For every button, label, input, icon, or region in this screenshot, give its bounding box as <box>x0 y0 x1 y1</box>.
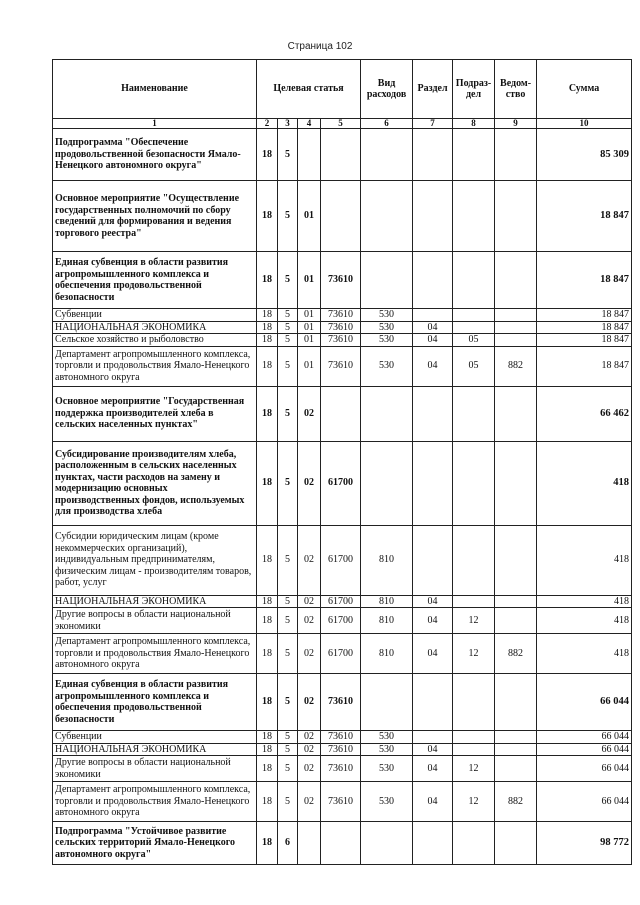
table-row <box>53 346 632 386</box>
cell-sum: 18 847 <box>537 252 632 309</box>
cell-c5: 73610 <box>321 782 361 822</box>
cell-sum: 66 044 <box>537 756 632 782</box>
cell-vid <box>361 252 413 309</box>
header-summa: Сумма <box>537 60 632 119</box>
cell-c4: 01 <box>298 309 321 322</box>
cell-razdel <box>413 731 453 744</box>
cell-c5 <box>321 129 361 181</box>
cell-c5: 73610 <box>321 321 361 334</box>
cell-c3: 5 <box>278 252 298 309</box>
table-row <box>53 252 632 309</box>
cell-c3: 5 <box>278 674 298 731</box>
table-row <box>53 822 632 865</box>
row-name: НАЦИОНАЛЬНАЯ ЭКОНОМИКА <box>53 595 257 608</box>
cell-podrazdel <box>453 822 495 865</box>
cell-razdel <box>413 252 453 309</box>
cell-c4: 02 <box>298 782 321 822</box>
cell-podrazdel: 05 <box>453 334 495 347</box>
cell-c4: 01 <box>298 181 321 252</box>
cell-c3: 5 <box>278 595 298 608</box>
row-name: Другие вопросы в области национальной экономики <box>53 756 257 782</box>
cell-c5: 61700 <box>321 441 361 525</box>
header-vedomstvo: Ведом-ство <box>495 60 537 119</box>
cell-podrazdel <box>453 309 495 322</box>
cell-sum: 66 044 <box>537 674 632 731</box>
table-row <box>53 441 632 525</box>
cell-vedomstvo <box>495 608 537 634</box>
cell-sum: 18 847 <box>537 346 632 386</box>
cell-c2: 18 <box>257 321 278 334</box>
cell-podrazdel <box>453 595 495 608</box>
cell-c5: 61700 <box>321 634 361 674</box>
cell-vedomstvo <box>495 334 537 347</box>
cell-c4: 02 <box>298 756 321 782</box>
header-podrazdel: Подраз-дел <box>453 60 495 119</box>
cell-vedomstvo <box>495 731 537 744</box>
table-body <box>53 129 632 865</box>
budget-table <box>52 59 632 865</box>
col-number: 6 <box>361 119 413 129</box>
cell-podrazdel <box>453 441 495 525</box>
cell-c5: 61700 <box>321 525 361 595</box>
cell-vid <box>361 181 413 252</box>
cell-vedomstvo: 882 <box>495 782 537 822</box>
cell-c2: 18 <box>257 525 278 595</box>
cell-c3: 5 <box>278 634 298 674</box>
table-row <box>53 321 632 334</box>
cell-c4: 02 <box>298 608 321 634</box>
cell-vedomstvo <box>495 822 537 865</box>
cell-c3: 5 <box>278 129 298 181</box>
cell-c5: 73610 <box>321 674 361 731</box>
cell-podrazdel <box>453 743 495 756</box>
cell-vedomstvo <box>495 441 537 525</box>
col-number: 2 <box>257 119 278 129</box>
cell-c2: 18 <box>257 608 278 634</box>
cell-vid <box>361 386 413 441</box>
row-name: Департамент агропромышленного комплекса, торговли и продовольствия Ямало-Ненецкого автономного округа <box>53 346 257 386</box>
cell-sum: 66 044 <box>537 731 632 744</box>
cell-c4: 01 <box>298 346 321 386</box>
cell-c2: 18 <box>257 129 278 181</box>
cell-podrazdel <box>453 525 495 595</box>
cell-vid: 530 <box>361 782 413 822</box>
cell-vid: 530 <box>361 731 413 744</box>
header-vid: Вид расходов <box>361 60 413 119</box>
col-number: 1 <box>53 119 257 129</box>
cell-sum: 66 044 <box>537 782 632 822</box>
cell-c2: 18 <box>257 634 278 674</box>
header-target: Целевая статья <box>257 60 361 119</box>
cell-c4 <box>298 822 321 865</box>
table-row <box>53 634 632 674</box>
header-row <box>53 60 632 119</box>
cell-sum: 418 <box>537 525 632 595</box>
cell-sum: 66 044 <box>537 743 632 756</box>
cell-c3: 5 <box>278 321 298 334</box>
cell-c5: 73610 <box>321 334 361 347</box>
cell-c4: 02 <box>298 386 321 441</box>
cell-c5: 73610 <box>321 731 361 744</box>
cell-c5 <box>321 822 361 865</box>
cell-c2: 18 <box>257 334 278 347</box>
cell-vid: 530 <box>361 346 413 386</box>
cell-razdel <box>413 309 453 322</box>
cell-vedomstvo <box>495 129 537 181</box>
cell-sum: 418 <box>537 608 632 634</box>
cell-podrazdel: 12 <box>453 782 495 822</box>
cell-podrazdel <box>453 731 495 744</box>
table-row <box>53 743 632 756</box>
table-row <box>53 525 632 595</box>
col-number: 4 <box>298 119 321 129</box>
cell-sum: 418 <box>537 595 632 608</box>
cell-sum: 85 309 <box>537 129 632 181</box>
cell-c2: 18 <box>257 822 278 865</box>
cell-c4 <box>298 129 321 181</box>
row-name: НАЦИОНАЛЬНАЯ ЭКОНОМИКА <box>53 743 257 756</box>
cell-podrazdel <box>453 386 495 441</box>
cell-vid: 530 <box>361 309 413 322</box>
cell-c3: 6 <box>278 822 298 865</box>
cell-sum: 18 847 <box>537 181 632 252</box>
cell-sum: 98 772 <box>537 822 632 865</box>
row-name: НАЦИОНАЛЬНАЯ ЭКОНОМИКА <box>53 321 257 334</box>
cell-c4: 02 <box>298 634 321 674</box>
header-razdel: Раздел <box>413 60 453 119</box>
cell-c5: 61700 <box>321 608 361 634</box>
col-number: 8 <box>453 119 495 129</box>
cell-podrazdel: 12 <box>453 634 495 674</box>
cell-c3: 5 <box>278 782 298 822</box>
cell-podrazdel <box>453 674 495 731</box>
cell-vid <box>361 822 413 865</box>
cell-razdel <box>413 129 453 181</box>
cell-vid: 530 <box>361 321 413 334</box>
col-number: 10 <box>537 119 632 129</box>
cell-vedomstvo: 882 <box>495 346 537 386</box>
cell-c2: 18 <box>257 595 278 608</box>
cell-razdel <box>413 525 453 595</box>
row-name: Субсидирование производителям хлеба, расположенным в сельских населенных пунктах, части расходов на замену и модернизацию основных производственных фондов, используемых для производства хлеба <box>53 441 257 525</box>
cell-c5: 73610 <box>321 743 361 756</box>
cell-sum: 66 462 <box>537 386 632 441</box>
cell-vid: 810 <box>361 634 413 674</box>
cell-vid: 530 <box>361 334 413 347</box>
cell-sum: 18 847 <box>537 334 632 347</box>
cell-vedomstvo: 882 <box>495 634 537 674</box>
cell-c4: 02 <box>298 743 321 756</box>
cell-c2: 18 <box>257 441 278 525</box>
column-number-row <box>53 119 632 129</box>
cell-c3: 5 <box>278 525 298 595</box>
cell-razdel: 04 <box>413 634 453 674</box>
row-name: Департамент агропромышленного комплекса, торговли и продовольствия Ямало-Ненецкого автономного округа <box>53 782 257 822</box>
cell-podrazdel <box>453 129 495 181</box>
cell-razdel <box>413 181 453 252</box>
cell-c2: 18 <box>257 674 278 731</box>
cell-razdel: 04 <box>413 608 453 634</box>
cell-c3: 5 <box>278 181 298 252</box>
cell-c2: 18 <box>257 386 278 441</box>
table-row <box>53 731 632 744</box>
row-name: Департамент агропромышленного комплекса, торговли и продовольствия Ямало-Ненецкого автономного округа <box>53 634 257 674</box>
cell-razdel: 04 <box>413 346 453 386</box>
cell-razdel: 04 <box>413 334 453 347</box>
cell-vid: 810 <box>361 595 413 608</box>
table-row <box>53 181 632 252</box>
cell-vedomstvo <box>495 743 537 756</box>
row-name: Основное мероприятие "Государственная поддержка производителей хлеба в сельских населенных пунктах" <box>53 386 257 441</box>
col-number: 9 <box>495 119 537 129</box>
cell-vedomstvo <box>495 756 537 782</box>
cell-c2: 18 <box>257 181 278 252</box>
cell-vedomstvo <box>495 309 537 322</box>
cell-c5: 61700 <box>321 595 361 608</box>
cell-vid <box>361 441 413 525</box>
table-row <box>53 782 632 822</box>
table-row <box>53 129 632 181</box>
cell-c3: 5 <box>278 334 298 347</box>
cell-podrazdel <box>453 252 495 309</box>
cell-c4: 02 <box>298 525 321 595</box>
cell-c2: 18 <box>257 782 278 822</box>
cell-vedomstvo <box>495 525 537 595</box>
header-name: Наименование <box>53 60 257 119</box>
cell-razdel <box>413 386 453 441</box>
cell-c2: 18 <box>257 252 278 309</box>
cell-c5: 73610 <box>321 346 361 386</box>
cell-sum: 418 <box>537 441 632 525</box>
cell-c4: 01 <box>298 334 321 347</box>
row-name: Подпрограмма "Устойчивое развитие сельских территорий Ямало-Ненецкого автономного округа" <box>53 822 257 865</box>
row-name: Субвенции <box>53 309 257 322</box>
col-number: 7 <box>413 119 453 129</box>
cell-podrazdel: 12 <box>453 756 495 782</box>
cell-c3: 5 <box>278 608 298 634</box>
cell-vid <box>361 129 413 181</box>
row-name: Подпрограмма "Обеспечение продовольственной безопасности Ямало-Ненецкого автономного округа" <box>53 129 257 181</box>
cell-c2: 18 <box>257 346 278 386</box>
cell-razdel <box>413 822 453 865</box>
cell-c5: 73610 <box>321 756 361 782</box>
cell-vid: 810 <box>361 525 413 595</box>
cell-c5: 73610 <box>321 309 361 322</box>
cell-vedomstvo <box>495 595 537 608</box>
cell-podrazdel: 12 <box>453 608 495 634</box>
cell-c5: 73610 <box>321 252 361 309</box>
cell-razdel: 04 <box>413 782 453 822</box>
cell-razdel: 04 <box>413 743 453 756</box>
page-number: Страница 102 <box>287 41 353 52</box>
cell-razdel <box>413 674 453 731</box>
cell-podrazdel <box>453 321 495 334</box>
cell-c2: 18 <box>257 756 278 782</box>
table-row <box>53 386 632 441</box>
cell-c2: 18 <box>257 731 278 744</box>
cell-c4: 01 <box>298 252 321 309</box>
cell-c3: 5 <box>278 309 298 322</box>
cell-razdel: 04 <box>413 595 453 608</box>
cell-sum: 18 847 <box>537 321 632 334</box>
cell-c4: 02 <box>298 731 321 744</box>
cell-vid: 810 <box>361 608 413 634</box>
cell-c3: 5 <box>278 756 298 782</box>
cell-podrazdel: 05 <box>453 346 495 386</box>
row-name: Основное мероприятие "Осуществление государственных полномочий по сбору сведений для формирования и ведения торгового реестра" <box>53 181 257 252</box>
cell-c5 <box>321 181 361 252</box>
col-number: 3 <box>278 119 298 129</box>
cell-razdel <box>413 441 453 525</box>
cell-sum: 418 <box>537 634 632 674</box>
cell-c2: 18 <box>257 743 278 756</box>
cell-c5 <box>321 386 361 441</box>
row-name: Субвенции <box>53 731 257 744</box>
cell-razdel: 04 <box>413 321 453 334</box>
row-name: Единая субвенция в области развития агропромышленного комплекса и обеспечения продовольственной безопасности <box>53 252 257 309</box>
cell-vid: 530 <box>361 743 413 756</box>
table-row <box>53 309 632 322</box>
cell-c3: 5 <box>278 743 298 756</box>
cell-vedomstvo <box>495 386 537 441</box>
cell-vedomstvo <box>495 321 537 334</box>
cell-c3: 5 <box>278 386 298 441</box>
cell-sum: 18 847 <box>537 309 632 322</box>
cell-c3: 5 <box>278 731 298 744</box>
table-row <box>53 595 632 608</box>
row-name: Единая субвенция в области развития агропромышленного комплекса и обеспечения продовольственной безопасности <box>53 674 257 731</box>
cell-c3: 5 <box>278 441 298 525</box>
table-row <box>53 674 632 731</box>
table-row <box>53 334 632 347</box>
cell-c2: 18 <box>257 309 278 322</box>
cell-c4: 02 <box>298 595 321 608</box>
cell-razdel: 04 <box>413 756 453 782</box>
cell-vid <box>361 674 413 731</box>
row-name: Сельское хозяйство и рыболовство <box>53 334 257 347</box>
cell-c3: 5 <box>278 346 298 386</box>
col-number: 5 <box>321 119 361 129</box>
cell-c4: 02 <box>298 441 321 525</box>
table-row <box>53 756 632 782</box>
cell-vedomstvo <box>495 252 537 309</box>
row-name: Субсидии юридическим лицам (кроме некоммерческих организаций), индивидуальным предпринимателям, физическим лицам - производителям товаров, работ, услуг <box>53 525 257 595</box>
table-row <box>53 608 632 634</box>
cell-vid: 530 <box>361 756 413 782</box>
cell-c4: 01 <box>298 321 321 334</box>
cell-vedomstvo <box>495 674 537 731</box>
row-name: Другие вопросы в области национальной экономики <box>53 608 257 634</box>
cell-podrazdel <box>453 181 495 252</box>
cell-vedomstvo <box>495 181 537 252</box>
cell-c4: 02 <box>298 674 321 731</box>
